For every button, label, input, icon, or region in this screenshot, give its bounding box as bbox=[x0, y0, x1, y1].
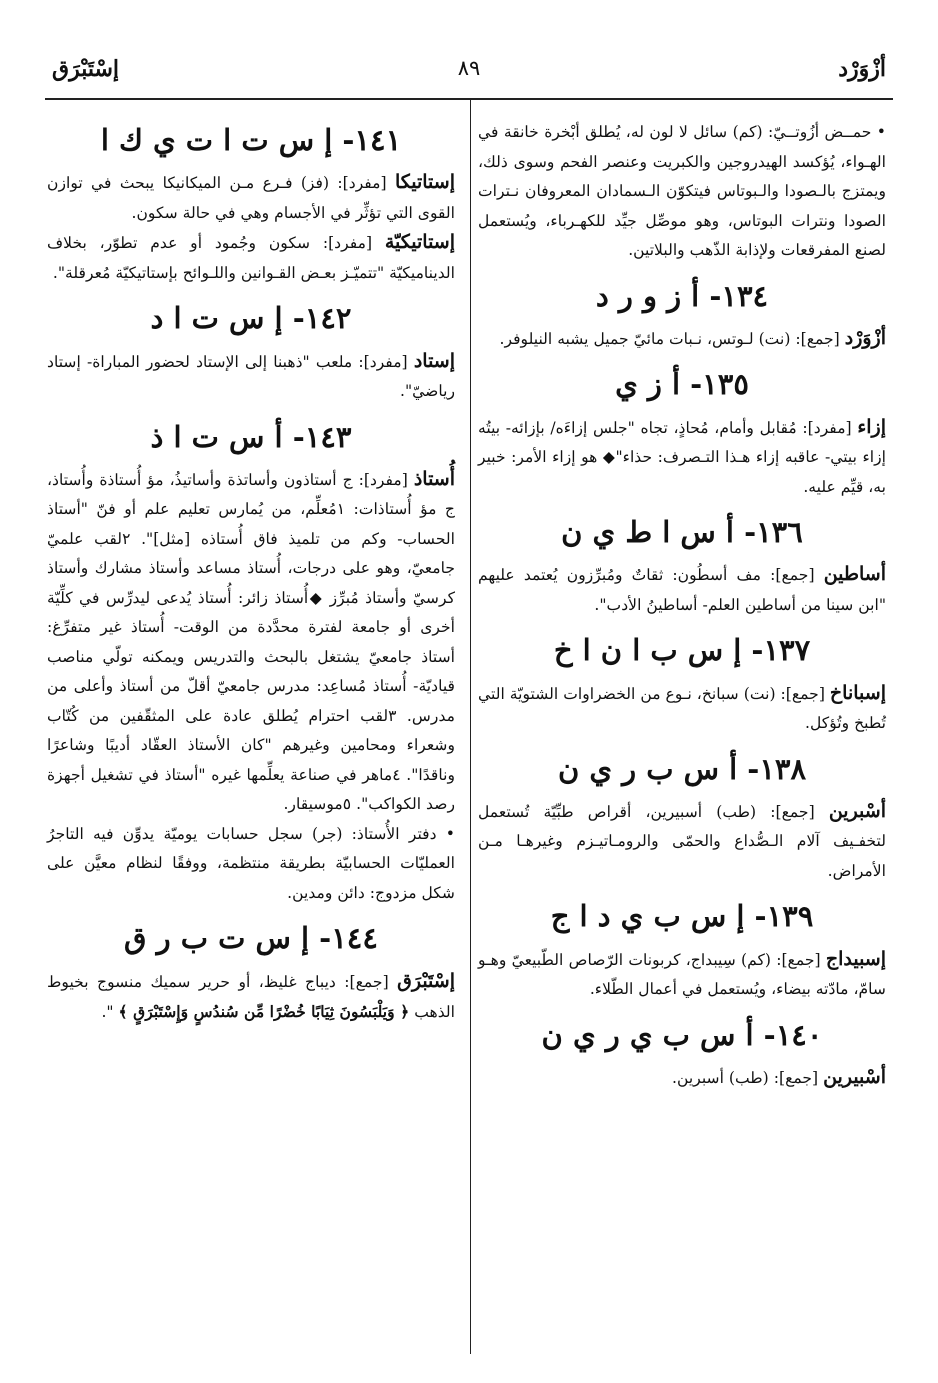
entry-143-sub: • دفتر الأُستاذ: (جر) سجل حسابات يوميّة يدوِّن فيه التاجرُ العمليّات الحسابيّة بطريقة منتظمة، ووفقًا لنظام معيَّن على شكل مزدوج: دائن ومدين. bbox=[47, 824, 455, 902]
part-of-speech: [جمع]: bbox=[776, 950, 821, 969]
definition: (نت) لـوتس، نـبات مائيّ جميل يشبه النيلوفر. bbox=[499, 329, 796, 348]
definition: مُقابل وأمام، مُحاذٍ، تجاه "جلس إزاءَه/ بإزائه- بيتُه إزاء بيتي- عاقبه إزاء هـذا التـصرف: حذاء"◆ هو إزاء الأمر: خبير به، قيِّم عليه. bbox=[478, 418, 886, 496]
entry-142 bbox=[47, 347, 455, 407]
entry-134 bbox=[478, 324, 886, 355]
entry-heading-136: ١٣٦- أ س ا ط ي ن bbox=[561, 515, 803, 549]
definition: سكون وجُمود أو عدم تطوّر، بخلاف الديناميكيّة "تتميّـز بعـض القـوانين واللـوائح بإستاتيكيّة مُعرقلة". bbox=[47, 234, 455, 282]
headword: إسباناخ bbox=[829, 681, 886, 704]
definition: ج أستاذون وأساتذة وأساتيذُ، مؤ أُستاذة وأُستاذ، ج مؤ أُستاذات: ١مُعلِّم، من يُمارس تعليم علم أو فنّ "أستاذ الحساب- وكم من تلميذ فاق أُستاذه [مثل]". ٢لقب علميّ جامعيّ، وهو على درجات، أُستاذ مساعد وأستاذ مشارك وأستاذ كرسيّ وأستاذ مُبرِّز ◆أُستاذ زائر: أُستاذ يُدعى ليدرِّس في كلِّيّة أخرى أو جامعة لفترة محدَّدة من الوقت- أُستاذ غير متفرِّغ: أستاذ جامعيّ يشتغل بالبحث والتدريس ويمكنه تولّي مناصب قياديّة- أُستاذ مُساعِد: مدرس جامعيّ أقلّ من أستاذ وأعلى من مدرس. ٣لقب احترام يُطلق عادة على المثقّفين من كُتّاب وشعراء ومحامين وغيرهم "كان الأستاذ العقّاد أديبًا وشاعرًا وناقدًا". ٤ماهر في صناعة يعلِّمها غيره "أستاذ في تشغيل أجهزة رصد الكواكب". ٥موسيقار. bbox=[47, 470, 455, 814]
definition: مف أسطُون: ثقاتٌ ومُبرِّزون يُعتمد عليهم "ابن سينا من أساطين العلم- أساطينُ الأدب". bbox=[478, 566, 886, 614]
definition: ملعب "ذهبنا إلى الإستاد لحضور المباراة- إستاد رياضيّ". bbox=[47, 352, 455, 400]
entry-heading-144: ١٤٤- إ س ت ب ر ق bbox=[124, 921, 378, 956]
headword: إستاد bbox=[413, 349, 455, 372]
headword: إزاء bbox=[857, 415, 886, 438]
page-number: ٨٩ bbox=[457, 56, 481, 80]
entry-136 bbox=[478, 560, 886, 620]
definition: (نت) سبانخ، نـوع من الخضراوات الشتويّة التي تُطبخ وتُؤكل. bbox=[478, 684, 886, 732]
definition: (طب) أسبيرين، أقراص طبِّيّة تُستعمل لتخفـيف آلام الـصُّداع والحمّى والرومـاتيـزم وغيرهـا مـن الأمراض. bbox=[478, 802, 886, 880]
definition: (فز) فـرع مـن الميكانيكا يبحث في توازن القوى التي تؤثِّر في الأجسام وهي في حالة سكون. bbox=[47, 174, 455, 222]
entry-heading-137: ١٣٧- إ س ب ا ن ا خ bbox=[553, 633, 811, 668]
entry-137 bbox=[478, 679, 886, 739]
headword: أُستاذ bbox=[413, 467, 455, 490]
part-of-speech: [مفرد]: bbox=[802, 418, 852, 437]
entry-143 bbox=[47, 465, 455, 820]
entry-heading-143: ١٤٣- أ س ت ا ذ bbox=[150, 419, 352, 454]
part-of-speech: [جمع]: bbox=[780, 684, 825, 703]
entry-heading-134: ١٣٤- أ ز و ر د bbox=[595, 278, 769, 313]
entry-139 bbox=[478, 945, 886, 1005]
running-head-left: إسْتَبْرَق bbox=[52, 56, 120, 82]
part-of-speech: [جمع]: bbox=[770, 566, 815, 585]
part-of-speech: [مفرد]: bbox=[322, 234, 373, 253]
quran-quote: ﴿ وَيَلْبَسُونَ ثِيَابًا خُضْرًا مِّن سُندُسٍ وَإِسْتَبْرَقٍ ﴾ bbox=[118, 1002, 410, 1021]
definition: (طب) أسبرين. bbox=[672, 1068, 774, 1087]
entry-141 bbox=[47, 168, 455, 228]
entry-continued: • حمــض أزُوتــيّ: (كم) سائل لا لون له، يُطلق أبْخرة خانقة في الهـواء، يُؤكسد الهيدروجين والكبريت وعنصر الفحم وسوى ذلك، ويمتزج بالـصودا والـبوتاس فيتكوّن الـسمادان المعروفان نـترات الصودا ونترات البوتاس، وهو موصِّل جيِّد للكهـرباء، ويُستعمل لصنع المفرقعات ولإذابة الذّهب والبلاتين. bbox=[478, 123, 886, 259]
entry-141-sub bbox=[47, 228, 455, 288]
definition-tail: ". bbox=[101, 1003, 119, 1021]
header-rule bbox=[45, 98, 893, 100]
headword: أزْوَرْد bbox=[844, 326, 886, 349]
column-divider bbox=[470, 98, 471, 1354]
entry-heading-139: ١٣٩- إ س ب ي د ا ج bbox=[550, 899, 814, 934]
headword: أسْبرين bbox=[828, 799, 886, 822]
headword: إسْتَبْرَق bbox=[397, 969, 455, 992]
headword: إستاتيكا bbox=[394, 171, 455, 194]
part-of-speech: [جمع]: bbox=[344, 972, 389, 991]
entry-144 bbox=[47, 967, 455, 1028]
part-of-speech: [جمع]: bbox=[773, 1068, 819, 1087]
entry-heading-135: ١٣٥- أ ز ي bbox=[615, 367, 749, 402]
entry-140 bbox=[478, 1063, 886, 1094]
part-of-speech: [جمع]: bbox=[770, 802, 815, 821]
entry-heading-142: ١٤٢- إ س ت ا د bbox=[150, 301, 352, 336]
entry-heading-140: ١٤٠- أ س ب ي ر ي ن bbox=[541, 1017, 823, 1052]
headword: إسبيداج bbox=[825, 947, 886, 970]
definition: (كم) سِيبداج، كربونات الرّصاص الطّبيعيّ وهـو سامّ، مادّته بيضاء، ويُستعمل في أعمال الطّلاء. bbox=[478, 950, 886, 998]
entry-heading-138: ١٣٨- أ س ب ر ي ن bbox=[557, 751, 807, 786]
headword: أسْبيرين bbox=[823, 1065, 886, 1088]
part-of-speech: [مفرد]: bbox=[358, 470, 408, 489]
part-of-speech: [مفرد]: bbox=[358, 352, 408, 371]
headword: إستاتيكيّة bbox=[384, 231, 455, 254]
right-column bbox=[478, 118, 886, 1093]
headword: أساطين bbox=[823, 563, 886, 586]
part-of-speech: [جمع]: bbox=[795, 329, 840, 348]
entry-135 bbox=[478, 413, 886, 503]
running-head-right: أزْوَرْد bbox=[838, 56, 886, 82]
left-column bbox=[47, 118, 455, 1028]
part-of-speech: [مفرد]: bbox=[337, 174, 387, 193]
definition: ديباج غليظ، أو حرير سميك منسوج بخيوط الذهب bbox=[47, 972, 455, 1021]
entry-138 bbox=[478, 797, 886, 887]
entry-heading-141: ١٤١- إ س ت ا ت ي ك ا bbox=[100, 123, 402, 157]
